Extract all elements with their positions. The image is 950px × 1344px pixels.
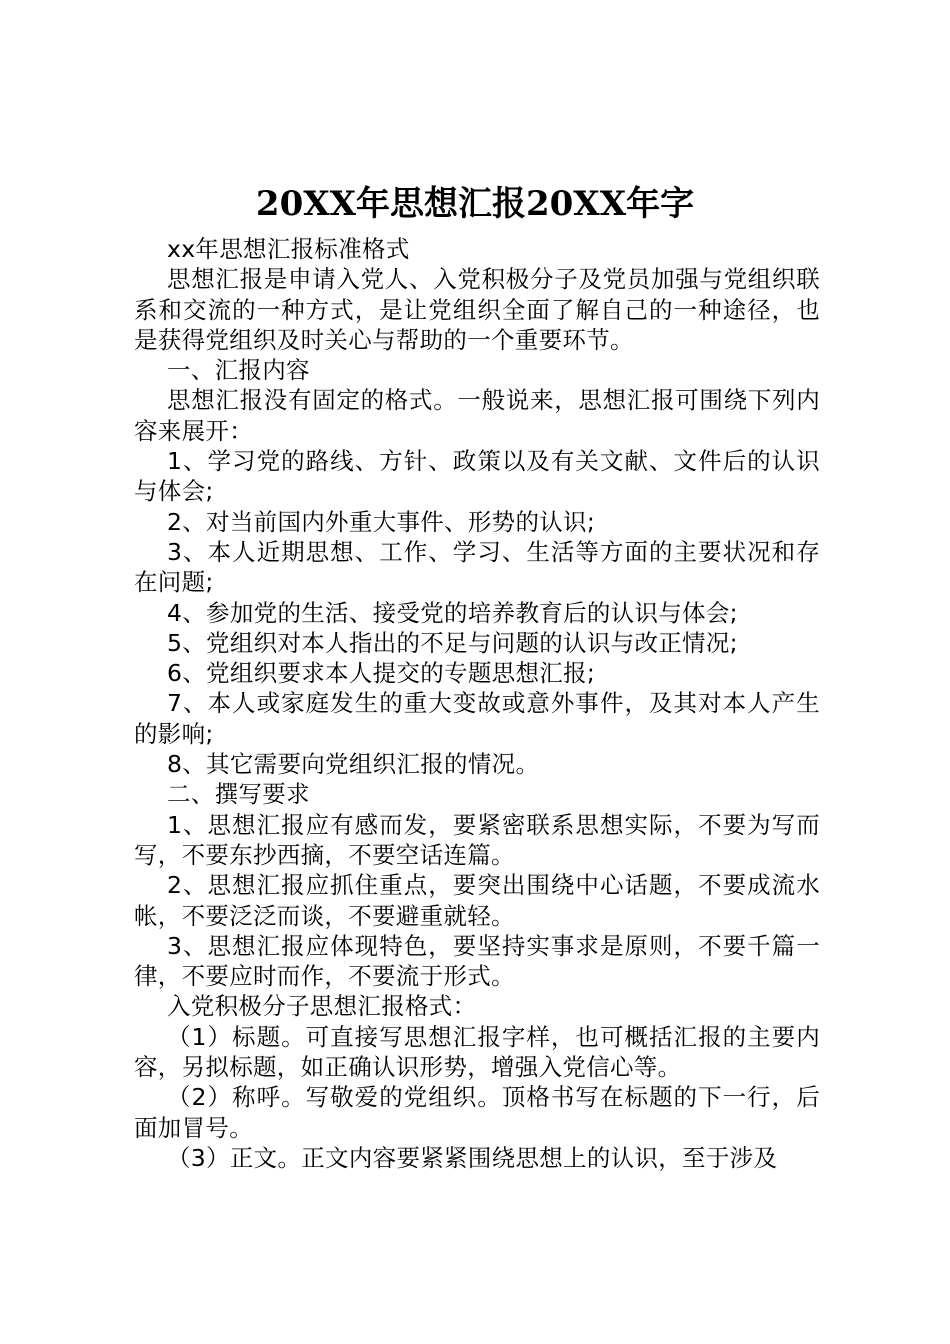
- section-heading-requirements: 二、撰写要求: [167, 780, 310, 809]
- paragraph-activist-format: 入党积极分子思想汇报格式：: [167, 992, 477, 1021]
- list-item-1: 1、学习党的路线、方针、政策以及有关文献、文件后的认识与体会;: [134, 447, 820, 506]
- list-item-4: 4、参加党的生活、接受党的培养教育后的认识与体会;: [167, 598, 738, 627]
- list-item-2: 2、对当前国内外重大事件、形势的认识;: [167, 507, 596, 536]
- document-title: 20XX年思想汇报20XX年字: [255, 184, 695, 224]
- paragraph-format-heading: xx年思想汇报标准格式: [167, 235, 410, 263]
- format-item-title: （1）标题。可直接写思想汇报字样，也可概括汇报的主要内容，另拟标题，如正确认识形势，增强入党信心等。: [134, 1022, 820, 1082]
- format-item-body: （3）正文。正文内容要紧紧围绕思想上的认识，至于涉及: [167, 1143, 778, 1172]
- section-heading-content: 一、汇报内容: [167, 356, 310, 385]
- list-item-5: 5、党组织对本人指出的不足与问题的认识与改正情况;: [167, 628, 738, 657]
- document-body: [134, 234, 820, 1173]
- list-item-6: 6、党组织要求本人提交的专题思想汇报;: [167, 659, 596, 688]
- paragraph-content-intro: 思想汇报没有固定的格式。一般说来，思想汇报可围绕下列内容来展开：: [134, 386, 820, 445]
- requirement-item-2: 2、思想汇报应抓住重点，要突出围绕中心话题，不要成流水帐，不要泛泛而谈，不要避重就轻。: [134, 871, 820, 930]
- list-item-8: 8、其它需要向党组织汇报的情况。: [167, 750, 540, 779]
- list-item-7: 7、本人或家庭发生的重大变故或意外事件，及其对本人产生的影响;: [134, 689, 820, 748]
- paragraph-intro: 思想汇报是申请入党人、入党积极分子及党员加强与党组织联系和交流的一种方式，是让党组织全面了解自己的一种途径，也是获得党组织及时关心与帮助的一个重要环节。: [134, 265, 820, 354]
- format-item-salutation: （2）称呼。写敬爱的党组织。顶格书写在标题的下一行，后面加冒号。: [134, 1083, 820, 1142]
- requirement-item-1: 1、思想汇报应有感而发，要紧密联系思想实际，不要为写而写，不要东抄西摘，不要空话连篇。: [134, 810, 820, 869]
- list-item-3: 3、本人近期思想、工作、学习、生活等方面的主要状况和存在问题;: [134, 537, 820, 597]
- requirement-item-3: 3、思想汇报应体现特色，要坚持实事求是原则，不要千篇一律，不要应时而作，不要流于形式。: [134, 931, 820, 991]
